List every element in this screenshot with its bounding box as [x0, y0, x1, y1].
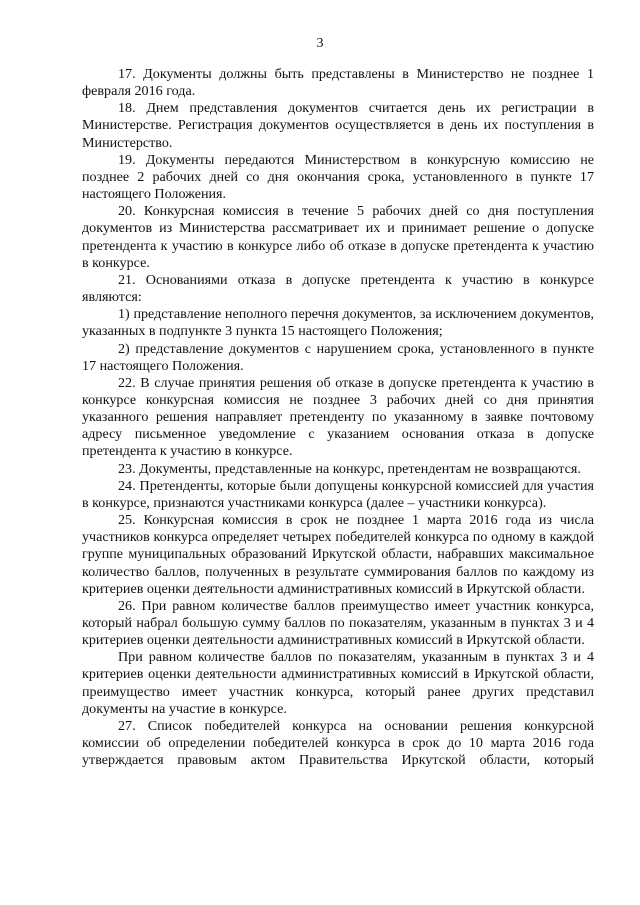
paragraph-21-item-1: 1) представление неполного перечня документов, за исключением документов, указанных в подпункте 3 пункта 15 настоящего Положения;: [82, 306, 594, 340]
document-body: [82, 66, 594, 769]
paragraph-26: 26. При равном количестве баллов преимущество имеет участник конкурса, который набрал большую сумму баллов по показателям, указанным в пунктах 3 и 4 критериев оценки деятельности административных комиссий в Иркутской области.: [82, 597, 594, 649]
paragraph-19: 19. Документы передаются Министерством в конкурсную комиссию не позднее 2 рабочих дней со дня окончания срока, установленного в пункте 17 настоящего Положения.: [82, 151, 594, 203]
paragraph-27: 27. Список победителей конкурса на основании решения конкурсной комиссии об определении победителей конкурса в срок до 10 марта 2016 года утверждается правовым актом Правительства Иркутской области, который: [82, 717, 594, 769]
paragraph-17: 17. Документы должны быть представлены в Министерство не позднее 1 февраля 2016 года.: [82, 66, 594, 100]
paragraph-21: 21. Основаниями отказа в допуске претендента к участию в конкурсе являются:: [82, 271, 594, 306]
paragraph-24: 24. Претенденты, которые были допущены конкурсной комиссией для участия в конкурсе, признаются участниками конкурса (далее – участники конкурса).: [82, 477, 594, 511]
paragraph-20: 20. Конкурсная комиссия в течение 5 рабочих дней со дня поступления документов из Министерства рассматривает их и принимает решение о допуске претендента к участию в конкурсе либо об отказе в допуске претендента к участию в конкурсе.: [82, 203, 594, 271]
paragraph-18: 18. Днем представления документов считается день их регистрации в Министерстве. Регистрация документов осуществляется в день их поступления в Министерство.: [82, 100, 594, 151]
paragraph-21-item-2: 2) представление документов с нарушением срока, установленного в пункте 17 настоящего Положения.: [82, 340, 594, 374]
paragraph-26-continued: При равном количестве баллов по показателям, указанным в пунктах 3 и 4 критериев оценки деятельности административных комиссий в Иркутской области, преимущество имеет участник конкурса, который ранее других представил документы на участие в конкурсе.: [82, 649, 594, 717]
page-number: 3: [316, 36, 324, 51]
paragraph-22: 22. В случае принятия решения об отказе в допуске претендента к участию в конкурсе конкурсная комиссия не позднее 3 рабочих дней со дня принятия указанного решения направляет претенденту по указанному в заявке почтовому адресу письменное уведомление с указанием основания отказа в допуске претендента к участию в конкурсе.: [82, 374, 594, 460]
paragraph-23: 23. Документы, представленные на конкурс, претендентам не возвращаются.: [118, 460, 581, 477]
paragraph-25: 25. Конкурсная комиссия в срок не позднее 1 марта 2016 года из числа участников конкурса определяет четырех победителей конкурса по одному в каждой группе муниципальных образований Иркутской области, набравших максимальное количество баллов, полученных в результате суммирования баллов по каждому из критериев оценки деятельности административных комиссий в Иркутской области.: [82, 512, 594, 597]
